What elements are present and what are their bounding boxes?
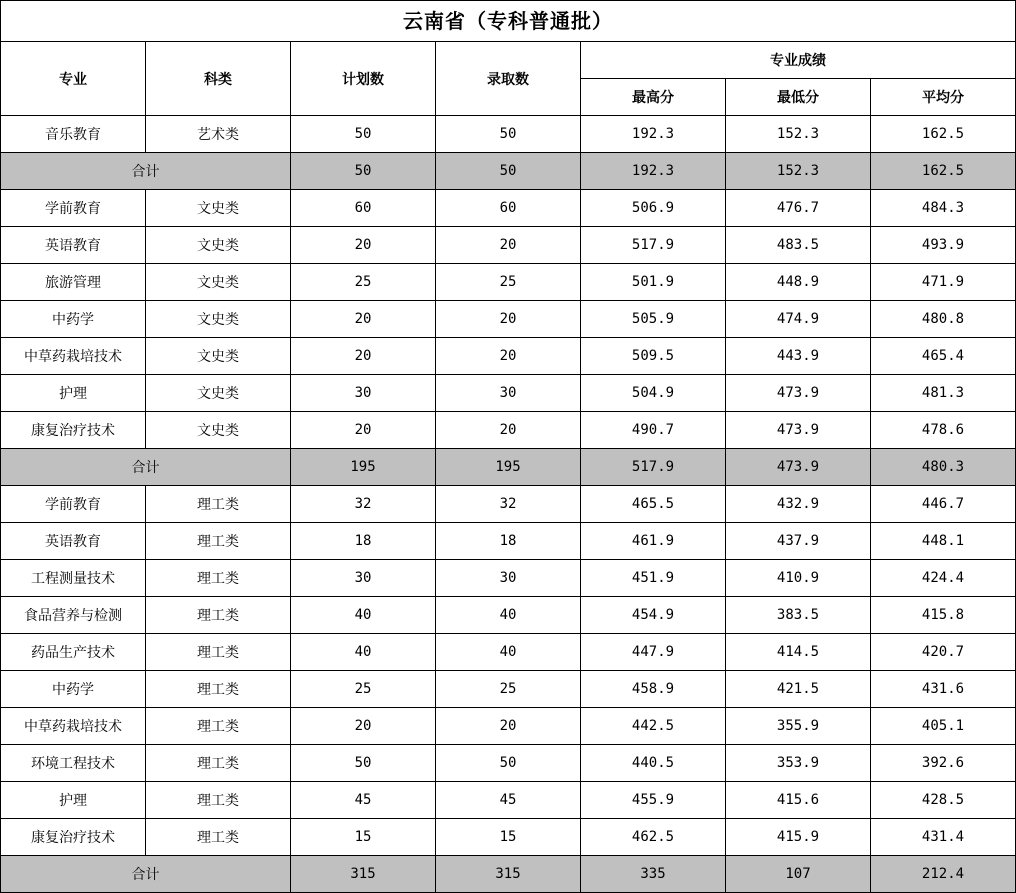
cell-category: 艺术类	[146, 116, 291, 153]
cell-admitted: 60	[436, 190, 581, 227]
table-body	[1, 116, 1016, 893]
cell-max: 504.9	[581, 375, 726, 412]
cell-min: 414.5	[726, 634, 871, 671]
cell-max: 458.9	[581, 671, 726, 708]
cell-avg: 415.8	[871, 597, 1016, 634]
cell-avg: 481.3	[871, 375, 1016, 412]
cell-max: 451.9	[581, 560, 726, 597]
cell-min: 152.3	[726, 116, 871, 153]
cell-major: 旅游管理	[1, 264, 146, 301]
table-row	[1, 560, 1016, 597]
cell-max: 517.9	[581, 227, 726, 264]
cell-category: 理工类	[146, 819, 291, 856]
cell-plan: 50	[291, 116, 436, 153]
cell-plan: 20	[291, 227, 436, 264]
cell-min: 421.5	[726, 671, 871, 708]
cell-avg: 428.5	[871, 782, 1016, 819]
cell-category: 理工类	[146, 671, 291, 708]
total-label: 合计	[1, 449, 291, 486]
cell-max: 517.9	[581, 449, 726, 486]
cell-plan: 20	[291, 338, 436, 375]
cell-admitted: 315	[436, 856, 581, 893]
cell-max: 505.9	[581, 301, 726, 338]
cell-plan: 50	[291, 745, 436, 782]
cell-max: 490.7	[581, 412, 726, 449]
header-major: 专业	[1, 42, 146, 116]
cell-category: 文史类	[146, 264, 291, 301]
cell-major: 工程测量技术	[1, 560, 146, 597]
cell-min: 474.9	[726, 301, 871, 338]
cell-min: 443.9	[726, 338, 871, 375]
cell-plan: 50	[291, 153, 436, 190]
cell-avg: 446.7	[871, 486, 1016, 523]
cell-plan: 30	[291, 375, 436, 412]
header-avg: 平均分	[871, 79, 1016, 116]
cell-admitted: 32	[436, 486, 581, 523]
cell-avg: 431.4	[871, 819, 1016, 856]
table-title: 云南省（专科普通批）	[0, 0, 1016, 41]
cell-category: 文史类	[146, 412, 291, 449]
cell-plan: 30	[291, 560, 436, 597]
cell-avg: 448.1	[871, 523, 1016, 560]
cell-category: 理工类	[146, 560, 291, 597]
cell-major: 英语教育	[1, 227, 146, 264]
cell-min: 415.9	[726, 819, 871, 856]
cell-admitted: 25	[436, 671, 581, 708]
cell-avg: 212.4	[871, 856, 1016, 893]
total-label: 合计	[1, 856, 291, 893]
table-row	[1, 782, 1016, 819]
cell-plan: 20	[291, 412, 436, 449]
cell-major: 中药学	[1, 671, 146, 708]
cell-avg: 162.5	[871, 116, 1016, 153]
table-row	[1, 523, 1016, 560]
cell-avg: 484.3	[871, 190, 1016, 227]
cell-admitted: 25	[436, 264, 581, 301]
cell-major: 药品生产技术	[1, 634, 146, 671]
cell-max: 501.9	[581, 264, 726, 301]
cell-admitted: 20	[436, 708, 581, 745]
cell-avg: 420.7	[871, 634, 1016, 671]
cell-max: 335	[581, 856, 726, 893]
table-row	[1, 264, 1016, 301]
cell-admitted: 20	[436, 338, 581, 375]
cell-min: 355.9	[726, 708, 871, 745]
cell-min: 437.9	[726, 523, 871, 560]
cell-avg: 465.4	[871, 338, 1016, 375]
cell-major: 中草药栽培技术	[1, 338, 146, 375]
cell-avg: 162.5	[871, 153, 1016, 190]
cell-admitted: 30	[436, 560, 581, 597]
cell-min: 152.3	[726, 153, 871, 190]
cell-max: 454.9	[581, 597, 726, 634]
cell-min: 473.9	[726, 375, 871, 412]
cell-category: 文史类	[146, 375, 291, 412]
cell-category: 文史类	[146, 301, 291, 338]
cell-category: 理工类	[146, 782, 291, 819]
cell-major: 英语教育	[1, 523, 146, 560]
cell-major: 康复治疗技术	[1, 412, 146, 449]
total-row	[1, 449, 1016, 486]
cell-plan: 20	[291, 708, 436, 745]
table-row	[1, 375, 1016, 412]
cell-plan: 32	[291, 486, 436, 523]
table-row	[1, 634, 1016, 671]
cell-min: 410.9	[726, 560, 871, 597]
header-max: 最高分	[581, 79, 726, 116]
table-row	[1, 116, 1016, 153]
cell-plan: 195	[291, 449, 436, 486]
cell-plan: 45	[291, 782, 436, 819]
cell-category: 文史类	[146, 227, 291, 264]
cell-major: 学前教育	[1, 486, 146, 523]
cell-plan: 18	[291, 523, 436, 560]
cell-max: 447.9	[581, 634, 726, 671]
cell-major: 环境工程技术	[1, 745, 146, 782]
cell-plan: 20	[291, 301, 436, 338]
table-row	[1, 412, 1016, 449]
header-admitted: 录取数	[436, 42, 581, 116]
cell-avg: 424.4	[871, 560, 1016, 597]
cell-major: 音乐教育	[1, 116, 146, 153]
cell-admitted: 15	[436, 819, 581, 856]
total-row	[1, 856, 1016, 893]
header-plan: 计划数	[291, 42, 436, 116]
table-row	[1, 671, 1016, 708]
cell-avg: 478.6	[871, 412, 1016, 449]
cell-avg: 471.9	[871, 264, 1016, 301]
cell-min: 432.9	[726, 486, 871, 523]
table-row	[1, 338, 1016, 375]
cell-min: 448.9	[726, 264, 871, 301]
cell-admitted: 40	[436, 597, 581, 634]
table-row	[1, 597, 1016, 634]
table-row	[1, 819, 1016, 856]
cell-admitted: 45	[436, 782, 581, 819]
cell-admitted: 20	[436, 301, 581, 338]
cell-max: 440.5	[581, 745, 726, 782]
cell-admitted: 30	[436, 375, 581, 412]
cell-major: 中药学	[1, 301, 146, 338]
cell-avg: 405.1	[871, 708, 1016, 745]
cell-admitted: 18	[436, 523, 581, 560]
cell-category: 理工类	[146, 523, 291, 560]
header-scores-group: 专业成绩	[581, 42, 1016, 79]
header-category: 科类	[146, 42, 291, 116]
cell-max: 192.3	[581, 153, 726, 190]
total-row	[1, 153, 1016, 190]
cell-max: 509.5	[581, 338, 726, 375]
cell-max: 506.9	[581, 190, 726, 227]
cell-category: 文史类	[146, 190, 291, 227]
cell-major: 中草药栽培技术	[1, 708, 146, 745]
table-row	[1, 708, 1016, 745]
cell-plan: 25	[291, 264, 436, 301]
cell-category: 理工类	[146, 486, 291, 523]
cell-admitted: 195	[436, 449, 581, 486]
cell-admitted: 50	[436, 153, 581, 190]
cell-avg: 392.6	[871, 745, 1016, 782]
table-row	[1, 301, 1016, 338]
cell-min: 473.9	[726, 449, 871, 486]
cell-plan: 25	[291, 671, 436, 708]
cell-min: 383.5	[726, 597, 871, 634]
cell-category: 理工类	[146, 634, 291, 671]
cell-min: 415.6	[726, 782, 871, 819]
cell-min: 473.9	[726, 412, 871, 449]
cell-plan: 60	[291, 190, 436, 227]
total-label: 合计	[1, 153, 291, 190]
cell-max: 465.5	[581, 486, 726, 523]
table-row	[1, 190, 1016, 227]
cell-category: 理工类	[146, 708, 291, 745]
cell-min: 476.7	[726, 190, 871, 227]
cell-max: 192.3	[581, 116, 726, 153]
cell-major: 康复治疗技术	[1, 819, 146, 856]
header-min: 最低分	[726, 79, 871, 116]
table-row	[1, 227, 1016, 264]
cell-admitted: 50	[436, 116, 581, 153]
cell-plan: 40	[291, 597, 436, 634]
cell-plan: 40	[291, 634, 436, 671]
cell-category: 文史类	[146, 338, 291, 375]
cell-min: 107	[726, 856, 871, 893]
cell-avg: 480.3	[871, 449, 1016, 486]
cell-avg: 431.6	[871, 671, 1016, 708]
cell-plan: 315	[291, 856, 436, 893]
cell-max: 442.5	[581, 708, 726, 745]
table-row	[1, 745, 1016, 782]
admission-table	[0, 41, 1016, 893]
cell-avg: 493.9	[871, 227, 1016, 264]
cell-min: 483.5	[726, 227, 871, 264]
cell-category: 理工类	[146, 597, 291, 634]
cell-admitted: 20	[436, 227, 581, 264]
cell-admitted: 20	[436, 412, 581, 449]
cell-major: 护理	[1, 375, 146, 412]
cell-admitted: 50	[436, 745, 581, 782]
cell-avg: 480.8	[871, 301, 1016, 338]
cell-max: 462.5	[581, 819, 726, 856]
cell-max: 455.9	[581, 782, 726, 819]
cell-category: 理工类	[146, 745, 291, 782]
cell-major: 护理	[1, 782, 146, 819]
cell-major: 学前教育	[1, 190, 146, 227]
cell-max: 461.9	[581, 523, 726, 560]
cell-min: 353.9	[726, 745, 871, 782]
table-row	[1, 486, 1016, 523]
cell-plan: 15	[291, 819, 436, 856]
cell-major: 食品营养与检测	[1, 597, 146, 634]
cell-admitted: 40	[436, 634, 581, 671]
